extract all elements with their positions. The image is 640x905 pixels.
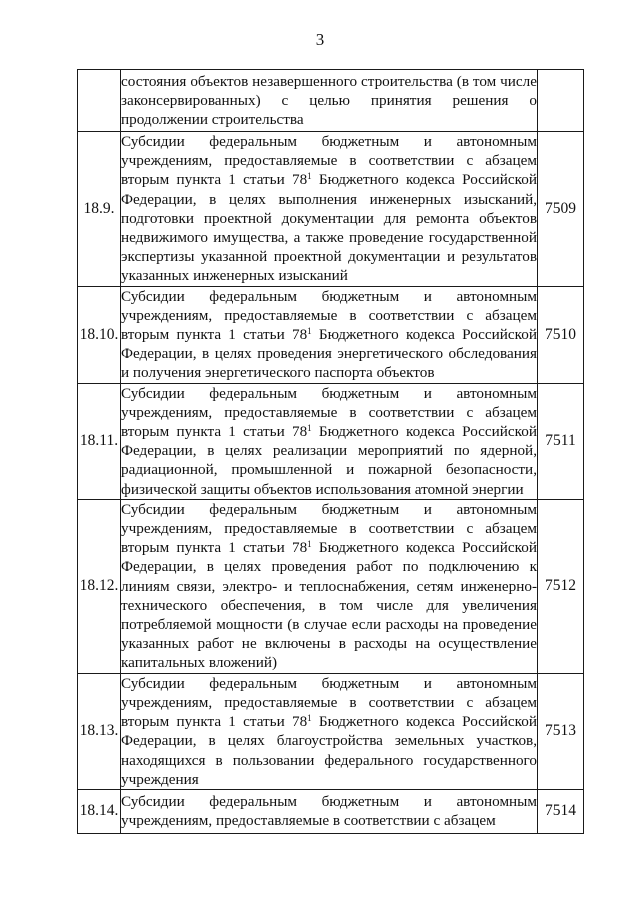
- description-text: Субсидии федеральным бюджетным и автономным учреждениям, предоставляемые в соответствии с абзацем вторым пункта 1 статьи 78: [121, 674, 537, 731]
- row-code: [538, 70, 584, 132]
- description-text: Бюджетного кодекса Российской Федерации, в целях выполнения инженерных изысканий, подготовки проектной документации для ремонта объектов недвижимого имущества, а также проведение государственной экспертизы указанной проектной документации и результатов указанных инженерных изысканий: [121, 171, 537, 285]
- row-code: 7509: [538, 132, 584, 287]
- row-number: 18.9.: [78, 132, 121, 287]
- description-text: Субсидии федеральным бюджетным и автономным учреждениям, предоставляемые в соответствии с абзацем вторым пункта 1 статьи 78: [121, 133, 537, 189]
- row-description: [121, 383, 538, 499]
- superscript: 1: [307, 539, 312, 550]
- superscript: 1: [307, 423, 312, 434]
- description-text: Бюджетного кодекса Российской Федерации, в целях реализации мероприятий по ядерной, радиационной, промышленной и пожарной безопасности, физической защиты объектов использования атомной энергии: [121, 423, 537, 498]
- description-text: Субсидии федеральным бюджетным и автономным учреждениям, предоставляемые в соответствии с абзацем вторым пункта 1 статьи 78: [121, 287, 537, 344]
- superscript: 1: [307, 326, 312, 337]
- row-number: 18.11.: [78, 383, 121, 499]
- row-description: [121, 499, 538, 673]
- row-code: 7512: [538, 499, 584, 673]
- row-description: [121, 286, 538, 383]
- row-description: [121, 132, 538, 287]
- page-number: 3: [315, 30, 325, 49]
- row-description: состояния объектов незавершенного строительства (в том числе законсервированных) с целью принятия решения о продолжении строительства: [121, 70, 538, 132]
- row-description: [121, 673, 538, 789]
- row-description: Субсидии федеральным бюджетным и автономным учреждениям, предоставляемые в соответствии с абзацем: [121, 789, 538, 833]
- row-code: 7510: [538, 286, 584, 383]
- row-number: 18.13.: [78, 673, 121, 789]
- superscript: 1: [307, 713, 312, 724]
- table-row: [78, 132, 584, 287]
- row-code: 7513: [538, 673, 584, 789]
- description-text: Субсидии федеральным бюджетным и автономным учреждениям, предоставляемые в соответствии с абзацем вторым пункта 1 статьи 78: [121, 500, 537, 557]
- table-row: [78, 70, 584, 132]
- row-number: 18.12.: [78, 499, 121, 673]
- table-row: [78, 383, 584, 499]
- budget-codes-table: [77, 69, 584, 834]
- table-row: [78, 673, 584, 789]
- row-number: [78, 70, 121, 132]
- row-number: 18.14.: [78, 789, 121, 833]
- table-row: [78, 499, 584, 673]
- row-number: 18.10.: [78, 286, 121, 383]
- superscript: 1: [307, 171, 312, 182]
- table-row: [78, 286, 584, 383]
- description-text: Субсидии федеральным бюджетным и автономным учреждениям, предоставляемые в соответствии с абзацем вторым пункта 1 статьи 78: [121, 384, 537, 441]
- row-code: 7511: [538, 383, 584, 499]
- description-text: Бюджетного кодекса Российской Федерации, в целях проведения работ по подключению к линиям связи, электро- и теплоснабжения, сетям инженерно-технического обеспечения, в том числе для увеличения потребляемой мощности (в случае если расходы на проведение указанных работ не включены в расходы на осуществление капитальных вложений): [121, 539, 537, 672]
- description-text: Бюджетного кодекса Российской Федерации, в целях проведения энергетического обследования и получения энергетического паспорта объектов: [121, 326, 537, 382]
- table-row: [78, 789, 584, 833]
- row-code: 7514: [538, 789, 584, 833]
- description-text: Бюджетного кодекса Российской Федерации, в целях благоустройства земельных участков, находящихся в пользовании федерального государственного учреждения: [121, 713, 537, 788]
